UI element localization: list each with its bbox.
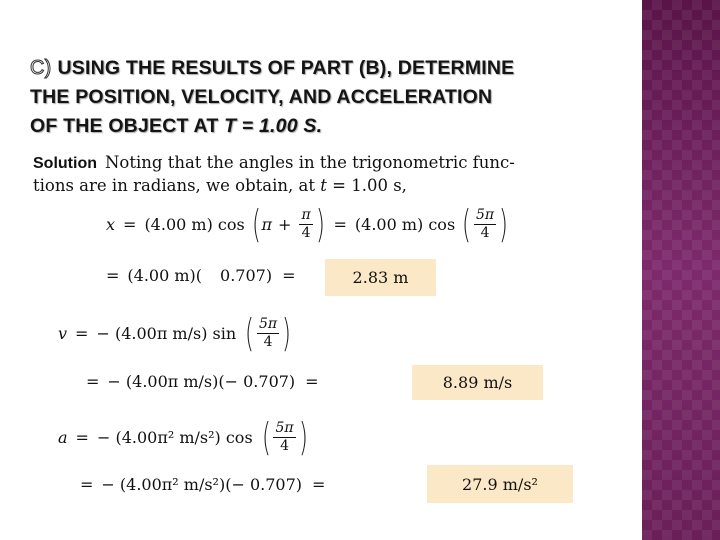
right-paren: )	[315, 202, 325, 246]
position-equals: =	[123, 214, 137, 234]
position-plus: +	[278, 214, 292, 234]
solution-time-value: = 1.00 s,	[326, 176, 407, 195]
position-result	[325, 259, 436, 296]
acceleration-result	[427, 465, 573, 503]
fraction-numerator: 5π	[258, 315, 278, 332]
solution-time-var: t	[320, 176, 327, 195]
velocity-line2-equals: =	[86, 372, 100, 391]
fraction-denominator: 4	[301, 224, 311, 241]
left-paren: (	[251, 202, 261, 246]
heading-line-1: USING THE RESULTS OF PART (B), DETERMINE	[57, 57, 515, 79]
acceleration-coefficient: − (4.00π² m/s²) cos	[96, 427, 253, 447]
fraction-numerator: π	[301, 206, 311, 223]
acceleration-line2-text: − (4.00π² m/s²)(− 0.707)	[101, 475, 302, 494]
velocity-coefficient: − (4.00π m/s) sin	[96, 323, 237, 343]
position-result-value: 2.83 m	[352, 268, 409, 287]
position-fraction	[299, 207, 312, 242]
decorative-sidebar	[642, 0, 720, 540]
position-coefficient: (4.00 m) cos	[144, 214, 245, 234]
velocity-equation-line-1	[58, 311, 292, 355]
fraction-denominator: 4	[280, 437, 289, 454]
velocity-fraction	[257, 316, 279, 351]
velocity-var: v	[58, 323, 68, 343]
left-paren: (	[245, 311, 255, 355]
position-equation-line-1	[106, 202, 509, 246]
velocity-equals: =	[75, 323, 89, 343]
acceleration-fraction	[273, 420, 295, 455]
velocity-line2-text: − (4.00π m/s)(− 0.707)	[107, 372, 296, 391]
velocity-result-value: 8.89 m/s	[442, 373, 513, 392]
acceleration-result-value: 27.9 m/s²	[462, 474, 538, 494]
velocity-result	[412, 365, 543, 400]
position-equation-line-2	[106, 266, 295, 285]
position-var: x	[106, 214, 116, 234]
right-paren: )	[298, 415, 308, 459]
left-paren: (	[261, 415, 271, 459]
fraction-numerator: 5π	[275, 419, 294, 436]
fraction-denominator: 4	[263, 333, 273, 350]
acceleration-equation-line-1	[58, 415, 308, 459]
part-marker: C)	[30, 57, 52, 79]
fraction-numerator: 5π	[475, 206, 495, 223]
solution-label: Solution	[33, 155, 97, 172]
heading-time: T = 1.00 S.	[224, 115, 323, 137]
solution-text-2: tions are in radians, we obtain, at	[33, 176, 321, 195]
acceleration-equals: =	[75, 427, 89, 447]
acceleration-line2-equals-2: =	[312, 475, 326, 494]
heading-line-2: THE POSITION, VELOCITY, AND ACCELERATION	[30, 86, 493, 108]
question-heading	[30, 54, 630, 141]
fraction-denominator: 4	[480, 224, 490, 241]
position-line2-equals-2: =	[282, 266, 296, 285]
left-paren: (	[462, 202, 472, 246]
position-equals-2: =	[333, 214, 347, 234]
heading-line-3: OF THE OBJECT AT	[30, 115, 225, 137]
position-line2-text: (4.00 m)(	[127, 266, 203, 285]
right-paren: )	[282, 311, 291, 355]
position-fraction-2	[474, 207, 496, 242]
position-line2-value: 0.707)	[220, 266, 273, 285]
position-pi: π	[261, 214, 273, 234]
acceleration-var: a	[58, 427, 68, 447]
solution-text-1: Noting that the angles in the trigonometric func-	[104, 153, 515, 172]
velocity-equation-line-2	[86, 372, 319, 391]
position-line2-equals: =	[106, 266, 120, 285]
right-paren: )	[499, 202, 508, 246]
velocity-line2-equals-2: =	[305, 372, 319, 391]
acceleration-equation-line-2	[80, 475, 325, 494]
acceleration-line2-equals: =	[80, 475, 94, 494]
solution-intro	[33, 152, 603, 197]
position-coefficient-2: (4.00 m) cos	[354, 214, 456, 234]
